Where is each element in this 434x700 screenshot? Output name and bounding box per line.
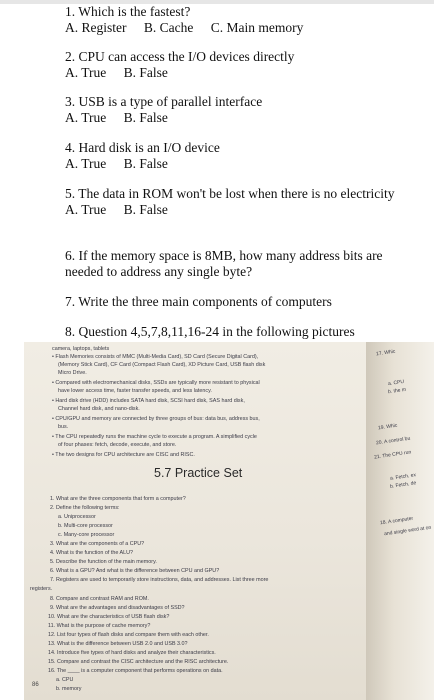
practice-line: b. memory [56,686,82,692]
option[interactable]: B. False [123,202,168,217]
textbook-photo [24,342,434,700]
question-8 [65,324,405,340]
question-3 [65,94,405,126]
option[interactable]: A. True [65,202,107,217]
practice-line: 11. What is the purpose of cache memory? [48,623,151,629]
photo-line: • The CPU repeatedly runs the machine cycle to execute a program. A simplified cycle [52,434,257,440]
photo-line: bus. [58,424,69,430]
question-options [65,20,405,36]
page-number: 86 [32,682,39,688]
question-text: 4. Hard disk is an I/O device [65,140,220,155]
question-options [65,110,405,126]
option[interactable]: C. Main memory [210,20,304,35]
right-page-line: 17. Whic [375,348,396,358]
right-page-line: b. the m [387,386,407,396]
practice-line: 12. List four types of flash disks and compare them with each other. [48,632,209,638]
photo-line: camera, laptops, tablets [52,346,110,352]
question-text: 8. Question 4,5,7,8,11,16-24 in the following pictures [65,324,355,339]
practice-line: 2. Define the following terms: [50,505,120,511]
question-text: 2. CPU can access the I/O devices directly [65,49,295,64]
right-page-line: a. Fetch, ex [389,472,417,482]
practice-line: 7. Registers are used to temporarily store instructions, data, and addresses. List three more [50,577,269,583]
right-page-line: 18. A computer [379,515,414,527]
right-page-line: 20. A control bu [375,435,411,447]
photo-line: • Flash Memories consists of MMC (Multi-Media Card), SD Card (Secure Digital Card), [52,354,259,360]
question-options [65,202,405,218]
practice-line: 13. What is the difference between USB 2.0 and USB 3.0? [48,641,188,647]
question-4 [65,140,405,172]
right-page-line: 21. The CPU run [373,449,412,461]
question-text: 1. Which is the fastest? [65,4,191,19]
option[interactable]: B. False [123,110,168,125]
practice-line: a. Uniprocessor [58,514,96,520]
option[interactable]: B. False [123,156,168,171]
practice-line: 6. What is a GPU? And what is the difference between CPU and GPU? [50,568,220,574]
question-1 [65,4,405,36]
practice-line: 8. Compare and contrast RAM and ROM. [50,596,149,602]
option[interactable]: B. Cache [143,20,194,35]
photo-line: Micro Drive. [58,370,87,376]
practice-line: 1. What are the three components that form a computer? [50,496,186,502]
practice-line: 10. What are the characteristics of USB flash disk? [48,614,170,620]
practice-line: 4. What is the function of the ALU? [50,550,134,556]
right-page-line: b. Fetch, de [389,480,417,490]
right-page-line: and single word at on [383,524,432,538]
question-text: 7. Write the three main components of computers [65,294,332,309]
photo-line: • Hard disk drive (HDD) includes SATA hard disk, SCSI hard disk, SAS hard disk, [52,398,245,404]
question-text: 3. USB is a type of parallel interface [65,94,263,109]
option[interactable]: A. True [65,65,107,80]
option[interactable]: A. True [65,156,107,171]
practice-set-title: 5.7 Practice Set [154,466,243,480]
question-6 [65,248,405,280]
practice-line: a. CPU [56,677,74,683]
practice-line: c. Many-core processor [58,532,115,538]
practice-line: b. Multi-core processor [58,523,113,529]
question-options [65,65,405,81]
practice-line: 5. Describe the function of the main memory. [50,559,157,565]
right-page-line: 19. Whic [377,422,398,432]
photo-line: Channel hard disk, and nano-disk. [58,406,140,412]
option[interactable]: A. Register [65,20,127,35]
question-2 [65,49,405,81]
photo-line: • Compared with electromechanical disks, SSDs are typically more resistant to physical [52,380,260,386]
question-7 [65,294,405,310]
question-5 [65,186,405,218]
option[interactable]: A. True [65,110,107,125]
practice-line: 16. The ____ is a computer component that performs operations on data. [48,668,223,674]
question-text: 5. The data in ROM won't be lost when there is no electricity [65,186,395,201]
question-text: 6. If the memory space is 8MB, how many address bits are needed to address any single byte? [65,248,383,279]
practice-line: 3. What are the components of a CPU? [50,541,145,547]
photo-line: • The two designs for CPU architecture are CISC and RISC. [52,452,195,458]
photo-line: of four phases: fetch, decode, execute, and store. [58,442,177,448]
photo-line: • CPU/GPU and memory are connected by three groups of bus: data bus, address bus, [52,416,260,422]
practice-line: 15. Compare and contrast the CISC architecture and the RISC architecture. [48,659,229,665]
photo-line: have lower access time, faster transfer speeds, and less latency. [58,388,212,394]
question-options [65,156,405,172]
practice-line: 9. What are the advantages and disadvantages of SSD? [50,605,185,611]
option[interactable]: B. False [123,65,168,80]
right-page-line: a. CPU [387,378,405,388]
practice-line: 14. Introduce five types of hard disks and analyze their characteristics. [48,650,216,656]
photo-line: (Memory Stick Card), CF Card (Compact Flash Card), XD Picture Card, USB flash disk [58,362,266,368]
practice-line: registers. [30,586,53,592]
